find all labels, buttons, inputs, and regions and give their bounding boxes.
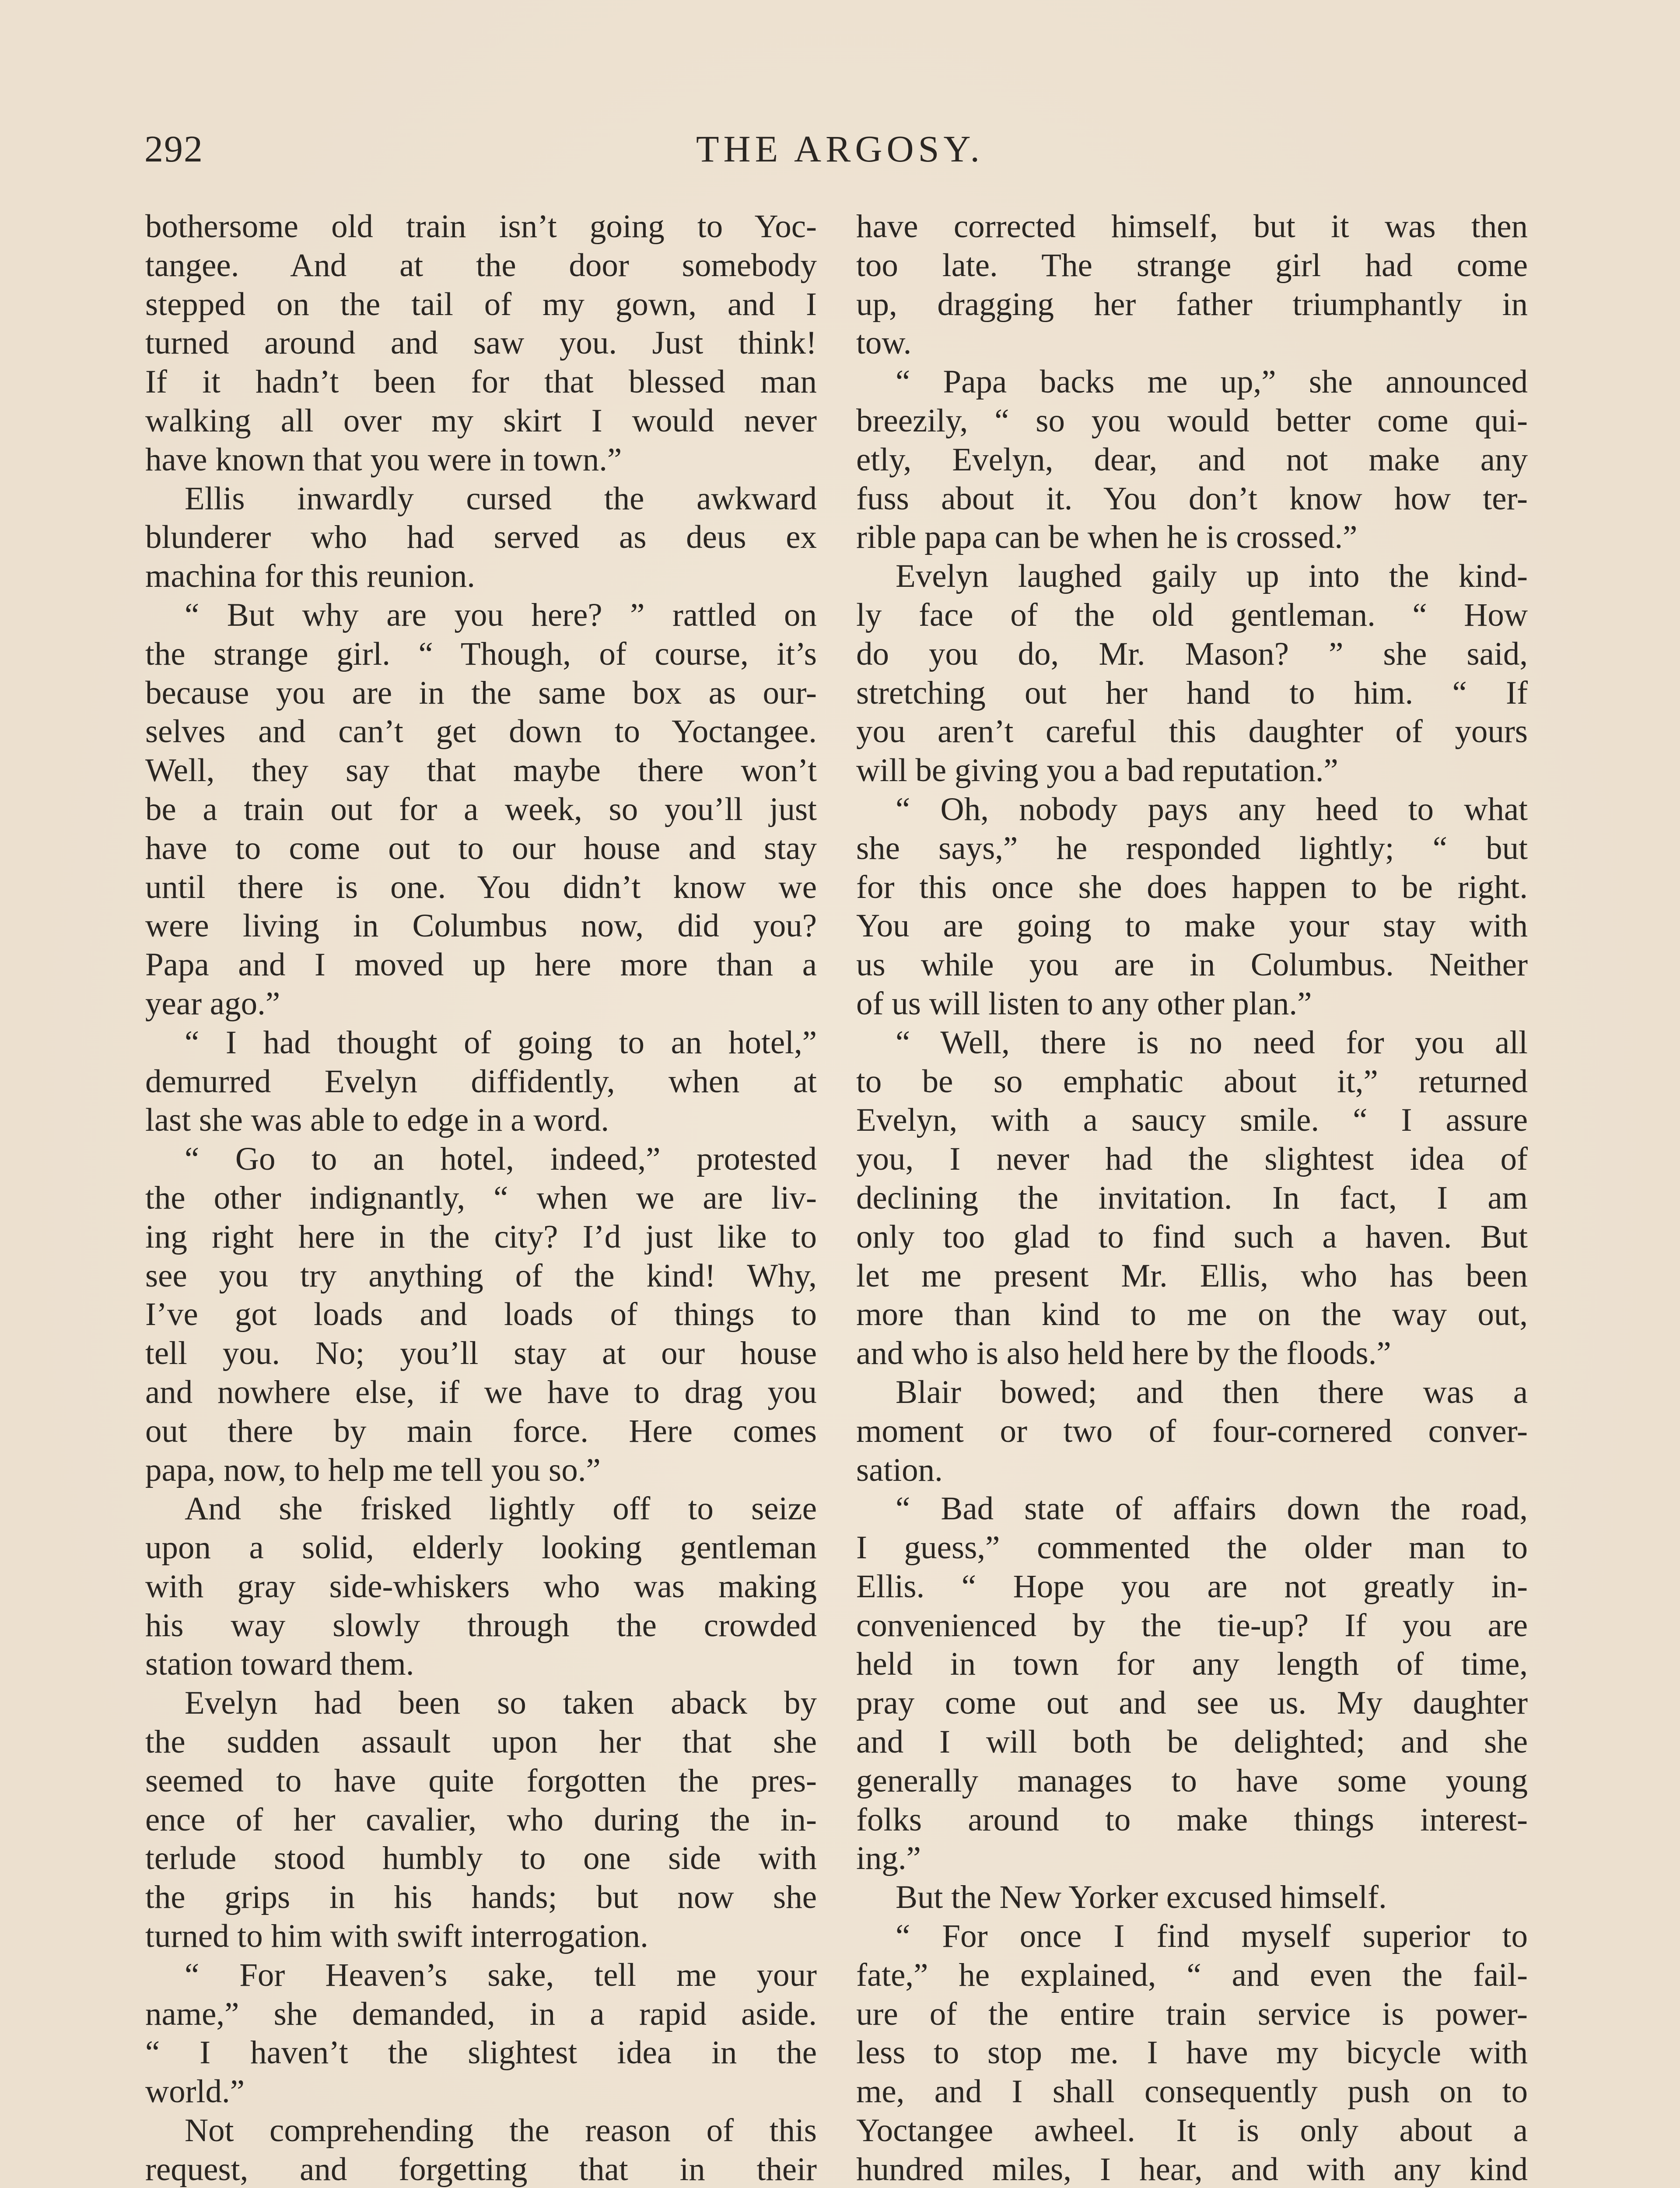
text-line: I’ve got loads and loads of things to bbox=[145, 1296, 817, 1333]
page-number: 292 bbox=[144, 128, 203, 170]
text-line: you, I never had the slightest idea of bbox=[856, 1141, 1528, 1178]
text-line: to be so emphatic about it,” returned bbox=[856, 1063, 1528, 1100]
text-line: because you are in the same box as our- bbox=[145, 674, 817, 711]
text-line: rible papa can be when he is crossed.” bbox=[856, 519, 1358, 556]
text-line: etly, Evelyn, dear, and not make any bbox=[856, 441, 1528, 478]
text-line: held in town for any length of time, bbox=[856, 1646, 1528, 1683]
text-line: moment or two of four-cornered conver- bbox=[856, 1413, 1528, 1449]
text-line: turned around and saw you. Just think! bbox=[145, 325, 817, 361]
text-line: ure of the entire train service is power- bbox=[856, 1995, 1528, 2032]
text-line: generally manages to have some young bbox=[856, 1762, 1528, 1799]
text-line: with gray side-whiskers who was making bbox=[145, 1568, 817, 1605]
text-line: the other indignantly, “ when we are liv- bbox=[145, 1179, 817, 1216]
text-line: will be giving you a bad reputation.” bbox=[856, 752, 1338, 789]
text-line: his way slowly through the crowded bbox=[145, 1607, 817, 1644]
text-line: Papa and I moved up here more than a bbox=[145, 947, 817, 983]
text-line: more than kind to me on the way out, bbox=[856, 1296, 1528, 1333]
text-line: less to stop me. I have my bicycle with bbox=[856, 2034, 1528, 2071]
text-line: the grips in his hands; but now she bbox=[145, 1879, 817, 1916]
text-line: “ For once I find myself superior to bbox=[896, 1918, 1528, 1955]
text-line: demurred Evelyn diffidently, when at bbox=[145, 1063, 817, 1100]
text-line: name,” she demanded, in a rapid aside. bbox=[145, 1995, 817, 2032]
text-line: turned to him with swift interrogation. bbox=[145, 1918, 648, 1955]
text-line: Ellis. “ Hope you are not greatly in- bbox=[856, 1568, 1528, 1605]
running-title: THE ARGOSY. bbox=[696, 128, 984, 170]
text-line: “ I haven’t the slightest idea in the bbox=[145, 2034, 817, 2071]
text-line: If it hadn’t been for that blessed man bbox=[145, 364, 817, 400]
text-line: Ellis inwardly cursed the awkward bbox=[185, 480, 817, 517]
page-header bbox=[144, 127, 1536, 179]
text-line: selves and can’t get down to Yoctangee. bbox=[145, 713, 817, 750]
text-line: be a train out for a week, so you’ll just bbox=[145, 791, 817, 828]
text-line: fuss about it. You don’t know how ter- bbox=[856, 480, 1528, 517]
text-line: Yoctangee awheel. It is only about a bbox=[856, 2112, 1528, 2149]
text-line: too late. The strange girl had come bbox=[856, 247, 1528, 284]
text-line: papa, now, to help me tell you so.” bbox=[145, 1452, 601, 1488]
text-line: do you do, Mr. Mason? ” she said, bbox=[856, 635, 1528, 672]
text-line: convenienced by the tie-up? If you are bbox=[856, 1607, 1528, 1644]
right-text-column bbox=[856, 207, 1528, 2188]
text-line: last she was able to edge in a word. bbox=[145, 1102, 609, 1139]
text-line: Evelyn had been so taken aback by bbox=[185, 1685, 817, 1722]
text-line: tangee. And at the door somebody bbox=[145, 247, 817, 284]
text-line: “ I had thought of going to an hotel,” bbox=[185, 1024, 817, 1061]
text-line: But the New Yorker excused himself. bbox=[896, 1879, 1387, 1916]
text-line: and I will both be delighted; and she bbox=[856, 1724, 1528, 1760]
text-line: stretching out her hand to him. “ If bbox=[856, 674, 1528, 711]
text-line: ence of her cavalier, who during the in- bbox=[145, 1801, 817, 1838]
text-line: have to come out to our house and stay bbox=[145, 830, 817, 866]
text-line: were living in Columbus now, did you? bbox=[145, 908, 817, 944]
text-line: year ago.” bbox=[145, 985, 280, 1022]
text-line: only too glad to find such a haven. But bbox=[856, 1218, 1528, 1255]
text-line: Blair bowed; and then there was a bbox=[896, 1374, 1528, 1410]
text-line: until there is one. You didn’t know we bbox=[145, 869, 817, 905]
text-line: blunderer who had served as deus ex bbox=[145, 519, 817, 556]
text-line: the strange girl. “ Though, of course, it’s bbox=[145, 635, 817, 672]
text-line: machina for this reunion. bbox=[145, 558, 475, 595]
text-line: “ Papa backs me up,” she announced bbox=[896, 364, 1528, 400]
text-line: “ Bad state of affairs down the road, bbox=[896, 1490, 1528, 1527]
text-line: bothersome old train isn’t going to Yoc- bbox=[145, 208, 817, 245]
text-line: “ Go to an hotel, indeed,” protested bbox=[185, 1141, 817, 1178]
text-line: Well, they say that maybe there won’t bbox=[145, 752, 817, 789]
text-line: walking all over my skirt I would never bbox=[145, 402, 817, 439]
text-line: fate,” he explained, “ and even the fail- bbox=[856, 1957, 1528, 1993]
text-line: folks around to make things interest- bbox=[856, 1801, 1528, 1838]
text-line: of us will listen to any other plan.” bbox=[856, 985, 1312, 1022]
text-line: see you try anything of the kind! Why, bbox=[145, 1257, 817, 1294]
text-line: ly face of the old gentleman. “ How bbox=[856, 596, 1528, 633]
text-line: and nowhere else, if we have to drag you bbox=[145, 1374, 817, 1410]
text-line: have corrected himself, but it was then bbox=[856, 208, 1528, 245]
text-line: for this once she does happen to be right. bbox=[856, 869, 1528, 905]
text-line: us while you are in Columbus. Neither bbox=[856, 947, 1528, 983]
text-line: ing.” bbox=[856, 1840, 921, 1877]
text-line: You are going to make your stay with bbox=[856, 908, 1528, 944]
text-line: sation. bbox=[856, 1452, 943, 1488]
text-line: world.” bbox=[145, 2073, 245, 2110]
text-line: I guess,” commented the older man to bbox=[856, 1529, 1528, 1566]
text-line: and who is also held here by the floods.” bbox=[856, 1335, 1391, 1372]
text-line: Evelyn, with a saucy smile. “ I assure bbox=[856, 1102, 1528, 1139]
text-line: tell you. No; you’ll stay at our house bbox=[145, 1335, 817, 1372]
text-line: Not comprehending the reason of this bbox=[185, 2112, 817, 2149]
text-line: hundred miles, I hear, and with any kind bbox=[856, 2151, 1528, 2188]
text-line: upon a solid, elderly looking gentleman bbox=[145, 1529, 817, 1566]
text-line: let me present Mr. Ellis, who has been bbox=[856, 1257, 1528, 1294]
text-line: she says,” he responded lightly; “ but bbox=[856, 830, 1528, 866]
text-line: have known that you were in town.” bbox=[145, 441, 622, 478]
text-line: terlude stood humbly to one side with bbox=[145, 1840, 817, 1877]
text-line: ing right here in the city? I’d just like to bbox=[145, 1218, 817, 1255]
left-text-column bbox=[145, 207, 817, 2188]
text-line: pray come out and see us. My daughter bbox=[856, 1685, 1528, 1722]
text-line: “ For Heaven’s sake, tell me your bbox=[185, 1957, 817, 1993]
text-line: the sudden assault upon her that she bbox=[145, 1724, 817, 1760]
text-line: Evelyn laughed gaily up into the kind- bbox=[896, 558, 1528, 595]
text-line: “ Well, there is no need for you all bbox=[896, 1024, 1528, 1061]
text-line: you aren’t careful this daughter of yours bbox=[856, 713, 1528, 750]
text-line: “ Oh, nobody pays any heed to what bbox=[896, 791, 1528, 828]
text-line: request, and forgetting that in their bbox=[145, 2151, 817, 2188]
text-line: declining the invitation. In fact, I am bbox=[856, 1179, 1528, 1216]
text-line: “ But why are you here? ” rattled on bbox=[185, 596, 817, 633]
text-line: out there by main force. Here comes bbox=[145, 1413, 817, 1449]
text-line: stepped on the tail of my gown, and I bbox=[145, 286, 817, 323]
text-line: breezily, “ so you would better come qui- bbox=[856, 402, 1528, 439]
text-line: seemed to have quite forgotten the pres- bbox=[145, 1762, 817, 1799]
text-line: tow. bbox=[856, 325, 912, 361]
text-line: And she frisked lightly off to seize bbox=[185, 1490, 817, 1527]
text-line: me, and I shall consequently push on to bbox=[856, 2073, 1528, 2110]
text-line: up, dragging her father triumphantly in bbox=[856, 286, 1528, 323]
text-line: station toward them. bbox=[145, 1646, 414, 1683]
